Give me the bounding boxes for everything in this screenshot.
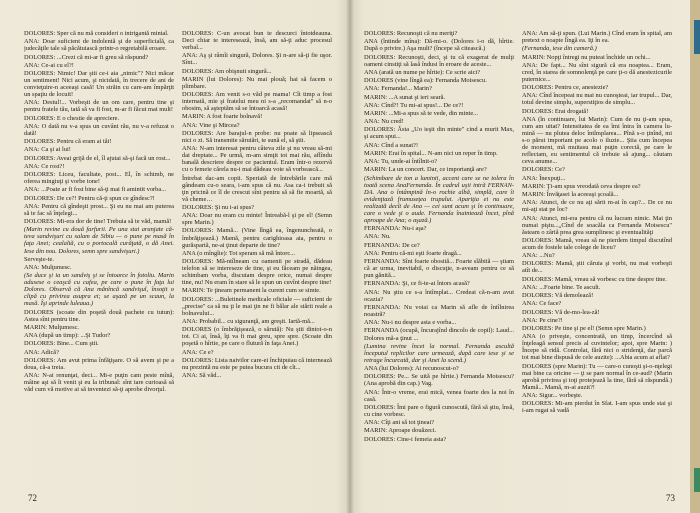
dialogue-line: ANA: Adică? xyxy=(24,348,59,356)
dialogue-line: ANA: ...Nu? xyxy=(522,252,555,260)
dialogue-line: DOLORES: Pentru ce, anestezie? xyxy=(522,84,609,92)
dialogue-line: DOLORES: Am obişnuit singură... xyxy=(182,67,272,75)
dialogue-line: ANA: Sigur... vorbeşte. xyxy=(522,392,583,400)
dialogue-line: DOLORES: Mamă... (Vine lîngă ea, îngenuncheată, o îmbrăţişează.) Mamă, pentru carighioasa aia, pentru o gurăspartă, ne-ai ţinut departe de tine? xyxy=(182,227,332,249)
dialogue-line: FERNANDA: Şi, ce fi-te-ai întors acasă? xyxy=(364,280,470,288)
dialogue-line: FERNANDA: Sînt foarte obosită... Foarte slăbită — ştiam că ar urma, inevitabil, o discuţie, n-aveam pentru ce să pun gănită... xyxy=(364,258,514,280)
page-edge-strip xyxy=(690,0,700,513)
dialogue-line: ANA: Să văd... xyxy=(182,372,222,380)
dialogue-line: ANA: Ce face? xyxy=(522,300,562,308)
dialogue-line: DOLORES: Mamă, ştii căruia şi vorbi, nu mai vorbeşti atît de... xyxy=(522,260,672,275)
dialogue-line: DOLORES: ...Buletinele medicale oficiale — suficient de „precise" ca să nu ţi le mai ţin ne fi bălar ale stării reale a bolnavului... xyxy=(182,295,332,317)
dialogue-line: MARIN: Te ţineam permanent la curent cum se simte. xyxy=(182,287,321,295)
dialogue-line: DOLORES: Şi nu i-ai spus? xyxy=(182,203,255,211)
dialogue-line: FERNANDA: Nu voiai ca Marin să afle de întîlnirea noastră? xyxy=(364,303,514,318)
dialogue-line: MARIN: ...Mi-a spus să te vede, din minte... xyxy=(364,109,478,117)
dialogue-line: MARIN: Aproape douăzeci. xyxy=(364,427,437,435)
dialogue-line: DOLORES: Sper că nu mă consideri o intrigantă mintal. xyxy=(24,30,169,37)
dialogue-line: DOLORES: Ăsta „Uo ieşit din minte" cind a murit Max, şi acum spui... xyxy=(364,126,514,141)
dialogue-line: ANA: Nu. xyxy=(364,233,391,241)
dialogue-line: DOLORES: Ce? xyxy=(522,166,565,174)
dialogue-line: DOLORES: Mi-am pierdut în Sfat. I-am spus unde stai şi i-am rugat să vadă xyxy=(522,400,672,415)
dialogue-line: ANA: Cînd?! Tu mi-ai spus!... De ce?! xyxy=(364,101,464,109)
right-column-1 xyxy=(364,30,514,490)
dialogue-line: MARIN: Învăţasei la aceeaşi şcoală... xyxy=(522,191,619,199)
dialogue-line: ANA: O dată nu v-a spus un cuvânt rău, nu v-a refuzat o dată! xyxy=(24,122,174,137)
page-edge-tab-green xyxy=(694,468,700,492)
dialogue-line: MARIN: ...A sunat şi ieri seară. xyxy=(364,93,446,101)
left-column-1 xyxy=(24,30,174,490)
dialogue-line: ANA: Atunci, mi-era pentru că nu lucram nimic. Mai ţin numai piştu...„Cînd de soacăla ca Fernanda Moisescu" ăsteam o zâriă prea grea sumplinesc şi eventualităţi xyxy=(522,214,672,236)
dialogue-line: DOLORES (spre Marin): Tu — care-o cunoşti şi-o-nţelegi mai bine ca oricine — ţi se pare normal în ce-aud? (Marin aprobă privirea şi toţi protejează la tine, fără să răspundă.) Mamă... Mamă, m-ai auzit?! xyxy=(522,362,672,391)
dialogue-line: MARIN: Nopţi întregi nu puteai închide un ochi... xyxy=(522,53,651,61)
right-page xyxy=(350,0,700,513)
stage-direction: (Marin revine cu două farfurii. Pe una stai aranjate căteva sandvişuri cu salam de Sibiu — o pune pe masă în faţa Anei; cealaltă, cu o portocală curăţată, o dă Anei. Iese din nou. Dolores, semn spre sandvişuri.) xyxy=(24,226,174,255)
dialogue-line: ANA (întinde mîna): Dă-mi-o. (Dolores i-o dă, hîrtie. După o privire.) Aşa mult? (începe să citească.) xyxy=(364,38,514,53)
page-edge-tab-blue xyxy=(694,20,700,54)
dialogue-line: ANA: Pentru că-mi eşti foarte dragă... xyxy=(364,249,462,257)
dialogue-line: DOLORES: Vă demolează! xyxy=(522,292,594,300)
dialogue-line: ANA: Fernanda!... Marin? xyxy=(364,85,432,93)
dialogue-line: DOLORES: Am venit s-o văd pe mama! Cît timp a fost internată, mie şi fratelui meu ni s-a „recomandat" să n-o obosim, să aşteptăm să se întoarcă acasă! xyxy=(182,91,332,113)
dialogue-line: ANA: Tu, unde-ai întîlnit-o? xyxy=(364,158,438,166)
page-number-left: 72 xyxy=(28,493,37,503)
dialogue-line: ANA (după un timp): ...Şi Tudor? xyxy=(24,332,111,340)
dialogue-line: DOLORES: Am avut prima înfăţişare. O să avem şi pe a doua, că-a treia. xyxy=(24,356,174,371)
dialogue-line: ANA: Aş şi râmîi singură, Dolores. Şi n-are să-ţi fie uşor. Sînt... xyxy=(182,52,332,67)
dialogue-line: MARIN: Ţi-am spus vreodată ceva despre ea? xyxy=(522,182,641,190)
dialogue-line: MARIN: A fost foarte bolnavă! xyxy=(182,113,263,121)
dialogue-line: ANA: Înexpuţi... xyxy=(522,174,566,182)
dialogue-line: ANA: Doar nu eram cu minte! Întreabă-l şi pe el! (Semn spre Marin.) xyxy=(182,212,332,227)
dialogue-line: DOLORES: Recunoşti, deci, şi tu că exagerat de mulţi oameni cinstiţi să lasă îndusi în eroare de aceste... xyxy=(364,53,514,68)
dialogue-line: ANA: Nu ştiu ce s-a întîmplat... Credeai că-n-am avut ocazia? xyxy=(364,288,514,303)
dialogue-line: Serveşte-te. xyxy=(24,255,54,263)
dialogue-line: ANA: Destul!... Vorbeşti de un om care, pentru tine şi pentru fratele tău, tată să va fi fost, m-ar fi făcut mai mult! xyxy=(24,99,174,114)
dialogue-line: ANA: Doar suficient de indolentă şi de superficială, ca judecăţile tale să păcătuiască printr-o regretabilă eroare. xyxy=(24,38,174,53)
dialogue-line: DOLORES: Pe... Se uită pe hîrtie.) Fernanda Moisescu? (Ana aprobă din cap.) Vag. xyxy=(364,373,514,388)
dialogue-line: ANA: Pe cine?! xyxy=(522,316,563,324)
dialogue-line: ANA: Ce-ai cu el?! xyxy=(24,61,74,69)
book-gutter xyxy=(346,0,354,513)
dialogue-line: DOLORES: Are barajul-n probe: nu poate să lipsească nici o zi. Să transmite sărutări, te sună el, să ştii. xyxy=(182,129,332,144)
right-column-2 xyxy=(522,30,672,490)
dialogue-line: DOLORES: C-un avocat bun te descurci întotdeauna. Deci chiar te interesează, însă, am să-ţi aduc procesul verbal... xyxy=(182,30,332,52)
dialogue-line: DOLORES: E o chestie de apreciere. xyxy=(24,114,120,122)
dialogue-line: ANA: Atunci, de ce nu aţi sărit m-ai în cap?... De ce nu mi-aţi stat pe loc? xyxy=(522,199,672,214)
dialogue-line: ANA (lui Dolores): Ai recunoscut-o? xyxy=(364,365,459,373)
dialogue-line: DOLORES: Mi-era dor de tine! Trebuia să te văd, mamă! xyxy=(24,218,172,226)
dialogue-line: ANA (o priveşte, concentrată, un timp, încercînd să înţeleagă sensul precis al cuvintelor; apoi, spre Marin: ) Începe să ridă. Controlat, fără nici o stridenţă, dar parcă tot mai bine dispusă de cele auzite): ...Abia acum ai aflat? xyxy=(522,333,672,362)
dialogue-line: DOLORES: Erai drogată! xyxy=(522,107,589,115)
dialogue-line: ANA: Pentru că gîndeşti prost... Şi eu nu mai am puterea să te fac să înţelegi... xyxy=(24,202,174,217)
dialogue-line: DOLORES: ...Crezi că mi-ar fi greu să răspund? xyxy=(24,53,149,61)
dialogue-line: DOLORES: Aveai grijă de el, îl ajutai să-şi facă un rost... xyxy=(24,154,171,162)
dialogue-line: DOLORES: Lista naivilor care-ei închipuiau că internează nu prezintă nu este pe putea bucura cit de cît... xyxy=(182,356,332,371)
dialogue-line: MARIN: Erai în spital... N-am nici un reper în timp. xyxy=(364,149,498,157)
dialogue-line: Întrebat dac-am copii. Speriată de întrebările care mă gândeam cu-o seara, i-am spus că nu. Asa ca-i trebuit să ţin pricină ce îl de crescut sînt pentru să să fie moartă, să vă cheme… xyxy=(182,174,332,203)
dialogue-line: ANA: Probabil... cu siguranţă, am greşit. Iartă-mă... xyxy=(182,317,315,325)
page-number-right: 73 xyxy=(666,493,675,503)
dialogue-line: ANA: Cînd a sunat?! xyxy=(364,141,419,149)
dialogue-line: DOLORES: Îmi pare o figură cunoscută, fără să ştiu, însă, cu cine vorbesc. xyxy=(364,403,514,418)
dialogue-line: DOLORES: De ce?! Pentru că-ţi spun ce gîndesc?! xyxy=(24,194,155,202)
dialogue-line: DOLORES (scoate din poşetă două pachete cu tutun): Astea sînt pentru tine. xyxy=(24,308,174,323)
dialogue-line: FERNANDA: De ce? xyxy=(364,241,420,249)
stage-direction: (Schimbare de ton a luminii, accent care se ne tolera în toată scena AnaFernanda. În cadrul uşii intră FERNANDA. Ana o întâmpină în-o rochie albă, simplă, care îi evidenţiază frumuseţea trupului. Apariţia ei nu este realizată decît de Ana — cei sunt acum şi în continuare, care o vede şi o aude. Fernanda înaintează încet, pînă aproape de Ana; o aşază.) xyxy=(364,174,514,224)
dialogue-line: ANA: Cînd începeai nu mai nu cunoşteai, iar trupul... Dar, totul devine simplu, superstiţios de simplu... xyxy=(522,92,672,107)
dialogue-line: ANA (o mîngîie): Tot speram să mă întorc... xyxy=(182,249,296,257)
dialogue-line: ANA: ...Foarte bine. Te ascult. xyxy=(522,283,601,291)
dialogue-line: ANA: Am să-ţi spun. (Lui Marin.) Cînd eram în spital, am pretext o noapte lîngă ea. Iţi în ea. xyxy=(522,30,672,45)
stage-direction: (Lumina revine încet la normal. Fernanda ascultă începutul replicilor care urmează, după care iese şi se retrage încurcată, dar şi Anei la scenă.) xyxy=(364,342,514,364)
dialogue-line: ANA: Într-o vreme, erai mică, venea foarte des la noi în casă. xyxy=(364,388,514,403)
dialogue-line: DOLORES: Mamă, vreau să vorbesc cu tine despre tine. xyxy=(522,275,667,283)
dialogue-line: ANA: N-ai renunţat, deci... Mi-e puţin cam peste mînă, mâine aşi să îi venit şi eu la tribunal: sînt tare curioasă să văd cum vă motive ai să inventezi să-ţi aprobe divorţul. xyxy=(24,372,174,394)
left-column-2 xyxy=(182,30,332,490)
stage-direction: (Fernanda, iese din cameră.) xyxy=(522,45,597,53)
dialogue-line: ANA: N-am interesat pentru câteva zile şi nu vreau să-mi dai dreptate... Pe urmă, m-am simţit tot mai rău, aflîndu banală descriere despre ce pacientul. Eram într-o rezervă cu o femeie cărela nu-i mai dădeau voie să vorbească... xyxy=(182,145,332,174)
dialogue-line: MARIN: La un concert. Dar, ce importanţă are? xyxy=(364,166,487,174)
dialogue-line: ANA: ...Poate ar fi fost bine să-ţi mai fi amintit vorba... xyxy=(24,186,166,194)
dialogue-line: DOLORES: Vă de-mo-lea-ză! xyxy=(522,308,600,316)
dialogue-line: ANA (în continuare, lui Marin): Cum de nu ţi-am spus, cum am uitat? Intensitatea de ea îmi întra în camera lumină — nu plutea deloc întîmplarea... Pînă s-o ţinînd, mi s-o părut important pe acolo o iluzie... Ştia cum începea de moment, mă muitasu mai puţin corectă, pe care le reflectam, eu sentimentul că trebuie să ajung... căutam ceva anume... xyxy=(522,115,672,166)
dialogue-line: FERNANDA: Nu-i aşa? xyxy=(364,225,427,233)
dialogue-line: DOLORES: Bine... Cum ştii. xyxy=(24,340,99,348)
dialogue-line: ANA: Ce e? xyxy=(182,348,214,356)
dialogue-line: DOLORES (o îmbrăţişează, o sărută): Nu ştii dintot-o-n tot. Ci ai, însă, îţi va fi mai greu, spre spre. (Scoate din poşetă o hîrtie, pe care o flutură în faţa Anei.) xyxy=(182,326,332,348)
dialogue-line: ANA: Ce rost?! xyxy=(24,162,65,170)
dialogue-line: ANA: Mulţumesc. xyxy=(24,263,72,271)
dialogue-line: DOLORES (vine lîngă ea): Fernanda Moisescu. xyxy=(364,77,487,85)
dialogue-line: DOLORES: Mă-ntîlneam cu oamenii pe stradă, dădeau telefon să se intereseze de tine, şi eu făceam pe năingea, schimbam vorba, discutam despre orice, numai despre tine, nu! Nu eram în stare să le spun un cuvînt despre tine! xyxy=(182,258,332,287)
dialogue-line: DOLORES: Pentru că eram ai tăi! xyxy=(24,138,112,146)
dialogue-line: DOLORES: Pe tine şi pe el! (Semn spre Marin.) xyxy=(522,325,646,333)
dialogue-line: ANA: Nu cred! xyxy=(364,118,404,126)
stage-direction: (Se duce şi ia un sandviş şi se întoarce în fotoliu. Marin adusese o ceaşcă cu cafea, pe care o pune în faţa lui Dolores. Observă că Ana mănîncă sandvişul, însoţit o clipă cu privirea asupra ei; se aşază pe un scaun, la masă. Îşi aprinde luleaua.) xyxy=(24,272,174,308)
dialogue-line: ANA: Ca şi ai lui! xyxy=(24,146,71,154)
dialogue-line: MARIN: Mulţumesc. xyxy=(24,323,80,331)
dialogue-line: FERNANDA (ocupă, încurajînd dincolo de copil): Laud... Dolores mă-a ţinut ... xyxy=(364,327,514,342)
dialogue-line: DOLORES: Recunoşti că nu meriţi? xyxy=(364,30,458,37)
dialogue-line: ANA: De fapt... Nu sînt sigură că era noaptea... Eram, cred, în starea de somnolenţă pe care ţi-o dă anestezicurile puternice... xyxy=(522,61,672,83)
dialogue-line: ANA (arată un nume pe hîrtie): Ce scrie aici? xyxy=(364,68,481,76)
dialogue-line: DOLORES: Liceu, facultate, post... El, în schimb, ne oferea mingiuţi şi vorbe tone! xyxy=(24,171,174,186)
dialogue-line: ANA: Nu-i nu despre asta e vorba... xyxy=(364,319,457,327)
dialogue-line: ANA: Cîţi ani să tot ţineai? xyxy=(364,419,435,427)
dialogue-line: DOLORES: Mamă, vreau să ne pierdem timpul discutînd acum de fostele tale colege de liceu? xyxy=(522,236,672,251)
dialogue-line: ANA: Vine şi Mircea? xyxy=(182,121,240,129)
dialogue-line: DOLORES: Cine-i femeia asta? xyxy=(364,435,447,443)
dialogue-line: MARIN (lui Dolores): Nu mai plouă; hai să facem o plimbare. xyxy=(182,75,332,90)
dialogue-line: DOLORES: Nimic! Dar ştii ce-i aia „nimic"? Nici măcar un sentiment! Nici acum, şi nicidată, în trecere de ani de convieţuire-n aceeaşi casă! Un străin cu care-am împărţit un spaţiu de locuit! xyxy=(24,69,174,99)
